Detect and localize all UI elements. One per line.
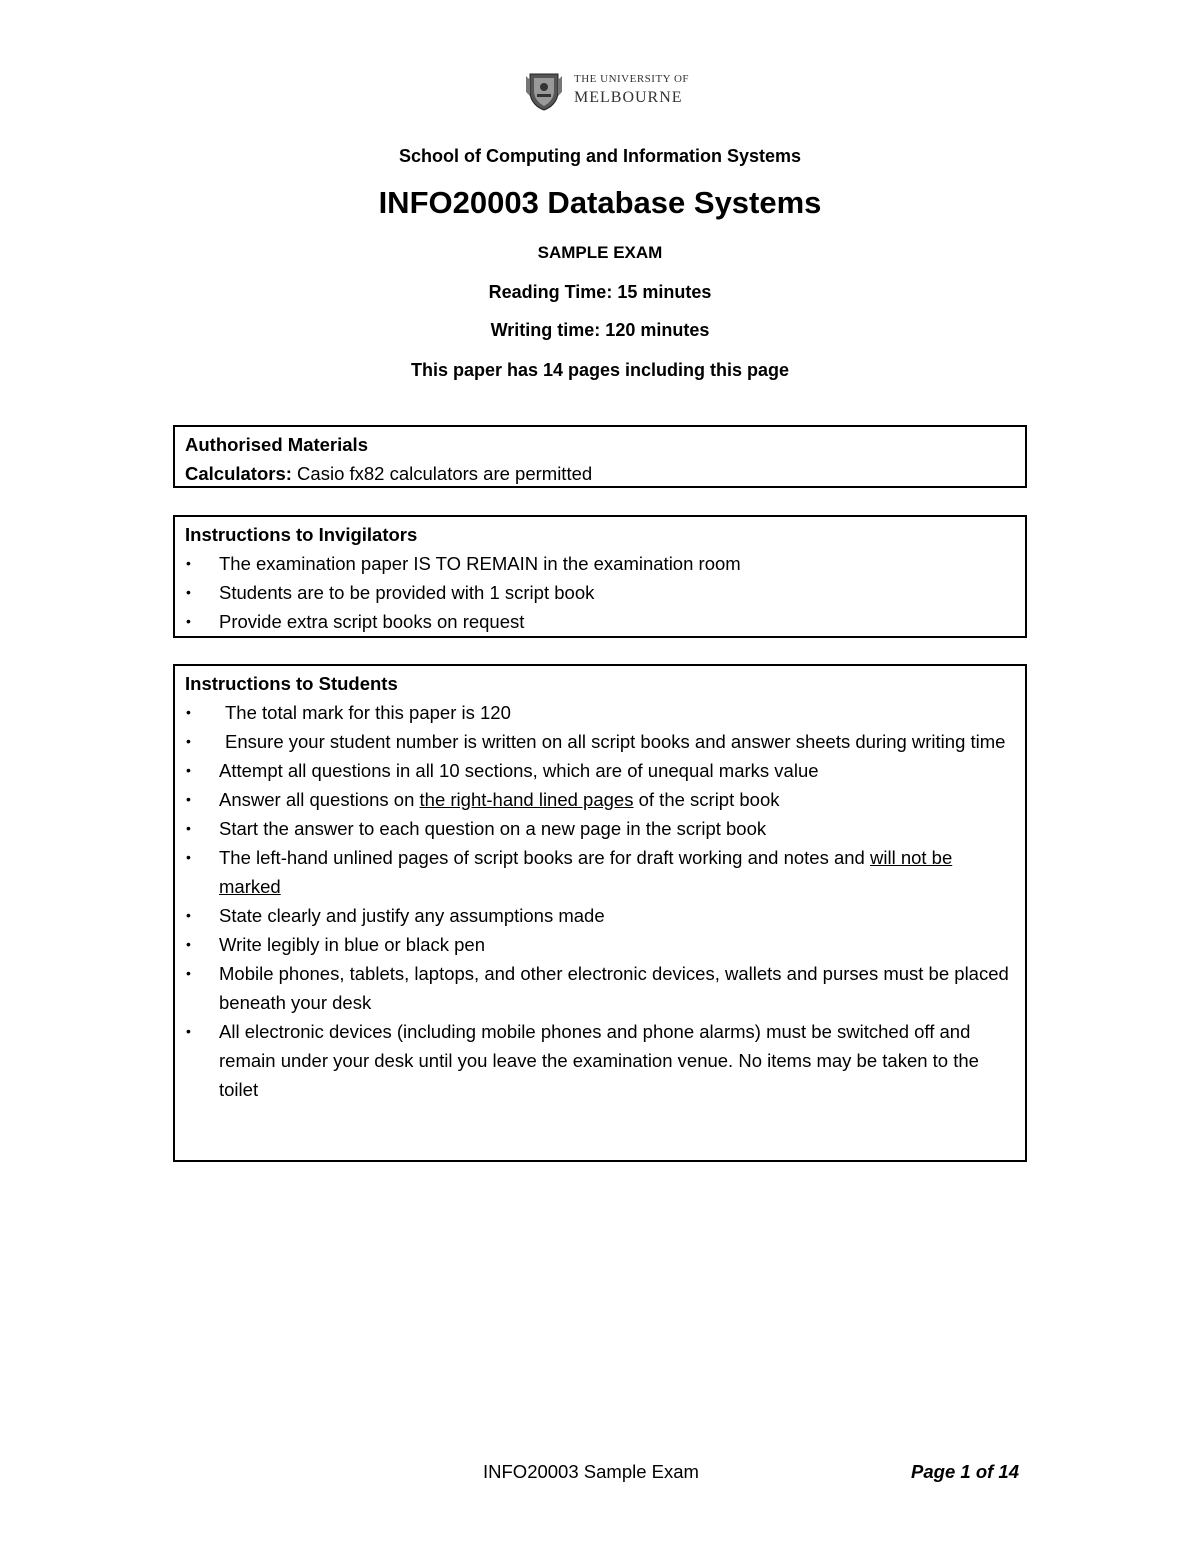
page-number: Page 1 of 14 <box>911 1461 1019 1482</box>
logo-line-1: THE UNIVERSITY OF <box>574 73 690 85</box>
university-logo <box>524 70 690 112</box>
student-instructions-box <box>173 664 1027 1162</box>
bullet-icon: • <box>186 613 191 629</box>
bullet-icon: • <box>186 936 191 952</box>
list-item <box>185 930 1017 959</box>
list-item <box>185 607 1025 636</box>
list-item-text: Mobile phones, tablets, laptops, and other electronic devices, wallets and purses must be placed beneath your desk <box>219 963 1009 1013</box>
list-item <box>185 549 1025 578</box>
list-item-text: All electronic devices (including mobile phones and phone alarms) must be switched off and remain under your desk until you leave the examination venue. No items may be taken to the toilet <box>219 1021 979 1100</box>
list-item-text: Attempt all questions in all 10 sections, which are of unequal marks value <box>219 760 819 781</box>
course-title: INFO20003 Database Systems <box>378 185 822 220</box>
university-crest-icon <box>524 70 564 112</box>
list-item <box>185 901 1017 930</box>
underlined-text: will not be marked <box>219 847 953 897</box>
footer-title: INFO20003 Sample Exam <box>483 1461 699 1482</box>
logo-line-2: MELBOURNE <box>574 89 683 106</box>
school-name: School of Computing and Information Systems <box>398 146 801 166</box>
bullet-icon: • <box>186 762 191 778</box>
list-item <box>185 698 1017 727</box>
list-item-text: Provide extra script books on request <box>219 611 525 632</box>
list-item <box>185 843 1017 901</box>
bullet-icon: • <box>186 791 191 807</box>
invigilator-instructions-list <box>185 549 1025 636</box>
list-item <box>185 814 1017 843</box>
writing-time: Writing time: 120 minutes <box>490 320 710 340</box>
student-instructions-title: Instructions to Students <box>185 673 398 694</box>
bullet-icon: • <box>186 555 191 571</box>
invigilator-instructions-box <box>173 515 1027 638</box>
exam-type: SAMPLE EXAM <box>537 243 663 262</box>
list-item <box>185 727 1017 756</box>
bullet-icon: • <box>186 849 191 865</box>
bullet-icon: • <box>186 820 191 836</box>
list-item-text: Students are to be provided with 1 script book <box>219 582 595 603</box>
list-item-text: Ensure your student number is written on all script books and answer sheets during writing time <box>225 731 1006 752</box>
page-count-note: This paper has 14 pages including this page <box>410 360 790 380</box>
bullet-icon: • <box>186 584 191 600</box>
list-item-text: The left-hand unlined pages of script books are for draft working and notes and <box>219 847 870 868</box>
list-item-text: State clearly and justify any assumptions made <box>219 905 605 926</box>
bullet-icon: • <box>186 704 191 720</box>
list-item-text: Write legibly in blue or black pen <box>219 934 485 955</box>
list-item <box>185 756 1017 785</box>
calculators-label: Calculators: <box>185 463 292 484</box>
list-item-text: The examination paper IS TO REMAIN in the examination room <box>219 553 741 574</box>
list-item-text: The total mark for this paper is 120 <box>225 702 511 723</box>
reading-time: Reading Time: 15 minutes <box>488 282 712 302</box>
authorised-materials-title: Authorised Materials <box>185 434 368 455</box>
list-item-text: Start the answer to each question on a new page in the script book <box>219 818 767 839</box>
list-item <box>185 578 1025 607</box>
invigilator-instructions-title: Instructions to Invigilators <box>185 524 418 545</box>
bullet-icon: • <box>186 733 191 749</box>
bullet-icon: • <box>186 907 191 923</box>
list-item <box>185 785 1017 814</box>
underlined-text: the right-hand lined pages <box>419 789 634 810</box>
list-item <box>185 959 1017 1017</box>
bullet-icon: • <box>186 1023 191 1039</box>
student-instructions-list <box>185 698 1017 1104</box>
list-item-text: Answer all questions on <box>219 789 420 810</box>
list-item-text: of the script book <box>633 789 780 810</box>
bullet-icon: • <box>186 965 191 981</box>
calculators-text: Casio fx82 calculators are permitted <box>291 463 593 484</box>
authorised-materials-box <box>173 425 1027 488</box>
calculators-line <box>185 459 1025 488</box>
list-item <box>185 1017 1017 1104</box>
